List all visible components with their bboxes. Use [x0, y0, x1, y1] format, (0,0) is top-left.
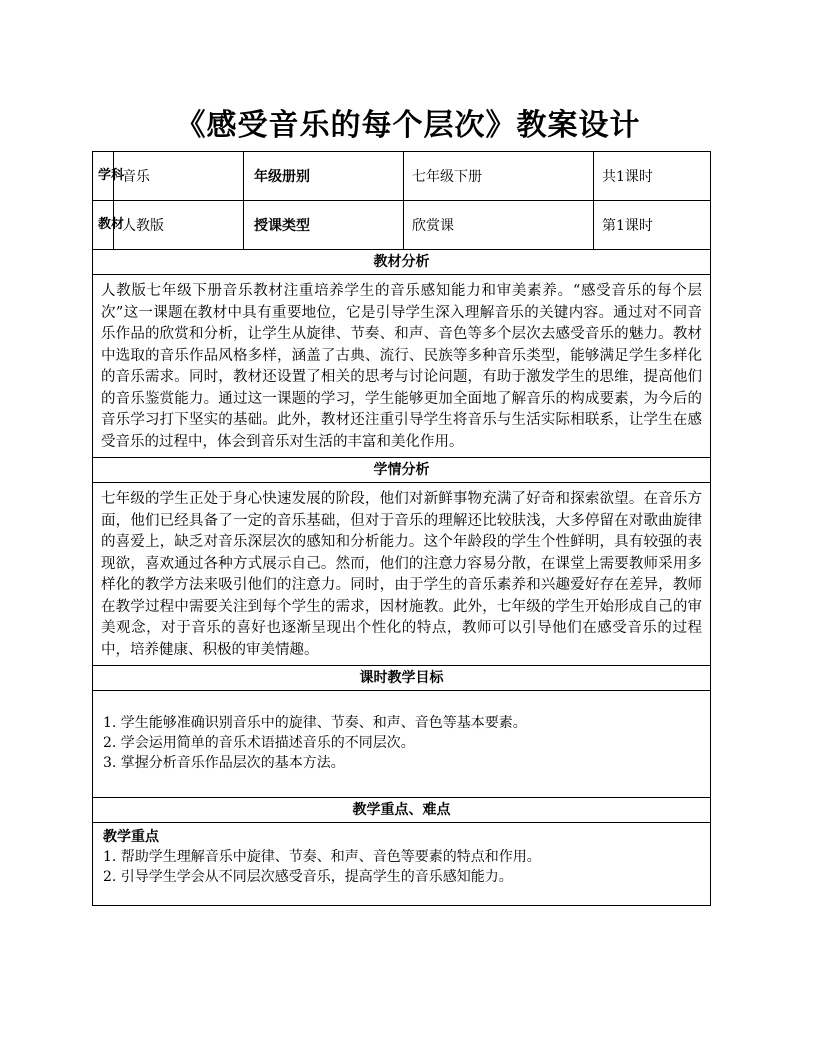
keys-cell: [93, 823, 711, 906]
lesson-plan-table: [92, 151, 711, 906]
material-analysis-cell: [93, 275, 711, 458]
grade-label: 年级册别: [244, 152, 404, 201]
goals-cell: [93, 691, 711, 798]
subject-cell: [114, 152, 244, 201]
material-analysis-text: 人教版七年级下册音乐教材注重培养学生的音乐感知能力和审美素养。“感受音乐的每个层次”这一课题在教材中具有重要地位，它是引导学生深入理解音乐的关键内容。通过对不同音乐作品的欣赏和分析，让学生从旋律、节奏、和声、音色等多个层次去感受音乐的魅力。教材中选取的音乐作品风格多样，涵盖了古典、流行、民族等多种音乐类型，能够满足学生多样化的音乐需求。同时，教材还设置了相关的思考与讨论问题，有助于激发学生的思维，提高他们的音乐鉴赏能力。通过这一课题的学习，学生能够更加全面地了解音乐的构成要素，为今后的音乐学习打下坚实的基础。此外，教材还注重引导学生将音乐与生活实际相联系，让学生在感受音乐的过程中，体会到音乐对生活的丰富和美化作用。: [101, 283, 702, 450]
keys-subheading: 教学重点: [103, 829, 159, 845]
material-analysis-heading: 教材分析: [93, 250, 711, 275]
student-analysis-text: 七年级的学生正处于身心快速发展的阶段，他们对新鲜事物充满了好奇和探索欲望。在音乐方面，他们已经具备了一定的音乐基础，但对于音乐的理解还比较肤浅，大多停留在对歌曲旋律的喜爱上，缺乏对音乐深层次的感知和分析能力。这个年龄段的学生个性鲜明，具有较强的表现欲，喜欢通过各种方式展示自己。然而，他们的注意力容易分散，在课堂上需要教师采用多样化的教学方法来吸引他们的注意力。同时，由于学生的音乐素养和兴趣爱好存在差异，教师在教学过程中需要关注到每个学生的需求，因材施教。此外，七年级的学生开始形成自己的审美观念，对于音乐的喜好也逐渐呈现出个性化的特点，教师可以引导他们在感受音乐的过程中，培养健康、积极的审美情趣。: [101, 491, 702, 658]
subject-label-cell: [93, 152, 125, 201]
keys-heading: 教学重点、难点: [93, 798, 711, 823]
info-row-1: [93, 152, 711, 201]
goal-item: 3. 掌握分析音乐作品层次的基本方法。: [103, 755, 345, 771]
textbook-label: 教材: [98, 217, 125, 232]
student-analysis-cell: [93, 483, 711, 666]
type-label: 授课类型: [244, 201, 404, 250]
textbook-cell: [114, 201, 244, 250]
student-analysis-heading: 学情分析: [93, 458, 711, 483]
goal-item: 2. 学会运用简单的音乐术语描述音乐的不同层次。: [103, 735, 415, 751]
page-title: 《感受音乐的每个层次》教案设计: [175, 108, 641, 143]
goals-heading: 课时教学目标: [93, 666, 711, 691]
key-item: 1. 帮助学生理解音乐中旋律、节奏、和声、音色等要素的特点和作用。: [103, 849, 541, 865]
lesson-number: 第1课时: [602, 218, 653, 234]
total-cell: [594, 152, 711, 201]
type-value: 欣赏课: [412, 218, 454, 234]
lesson-cell: [594, 201, 711, 250]
grade-cell: [404, 152, 594, 201]
textbook-label-cell: [93, 201, 125, 250]
textbook-value: 人教版: [122, 218, 164, 234]
type-cell: [404, 201, 594, 250]
subject-label: 学科: [98, 168, 125, 183]
subject-value: 音乐: [122, 169, 150, 185]
grade-value: 七年级下册: [412, 169, 482, 185]
total-lessons: 共1课时: [602, 169, 653, 185]
goal-item: 1. 学生能够准确识别音乐中的旋律、节奏、和声、音色等基本要素。: [103, 715, 527, 731]
info-row-2: [93, 201, 711, 250]
key-item: 2. 引导学生学会从不同层次感受音乐，提高学生的音乐感知能力。: [103, 869, 513, 885]
